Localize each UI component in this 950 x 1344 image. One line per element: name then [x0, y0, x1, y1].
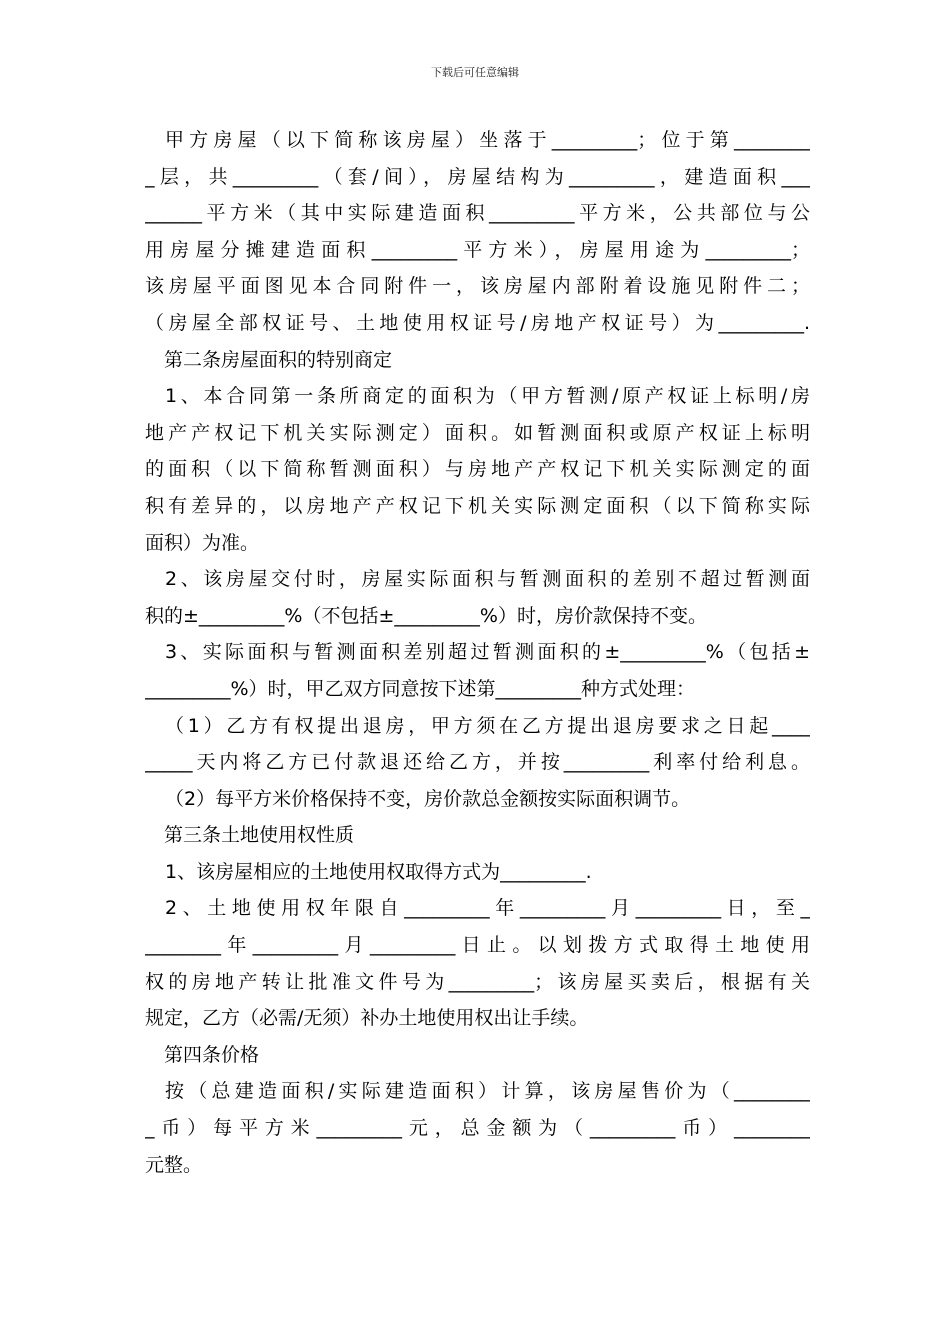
paragraph-line: 该房屋平面图见本合同附件一，该房屋内部附着设施见附件二；	[145, 275, 810, 298]
paragraph-line: _币）每平方米_________元，总金额为（_________币）________	[145, 1117, 810, 1140]
paragraph-line: 积有差异的，以房地产产权记下机关实际测定面积（以下简称实际	[145, 494, 810, 517]
paragraph-line: （房屋全部权证号、土地使用权证号/房地产权证号）为_________.	[145, 311, 810, 334]
paragraph-line: 3、实际面积与暂测面积差别超过暂测面积的±_________%（包括±	[165, 641, 810, 664]
page-header: 下载后可任意编辑	[431, 66, 519, 79]
paragraph-line: _层，共_________（套/间），房屋结构为_________，建造面积___	[145, 165, 810, 188]
paragraph-line: 面积）为准。	[145, 531, 260, 554]
paragraph-line: （1）乙方有权提出退房，甲方须在乙方提出退房要求之日起____	[165, 714, 810, 737]
section-heading: 第三条土地使用权性质	[164, 824, 355, 847]
paragraph-line: ________年_________月_________日止。以划拨方式取得土地使用	[145, 934, 810, 957]
paragraph-line: （2）每平方米价格保持不变，房价款总金额按实际面积调节。	[165, 787, 691, 810]
document-body	[145, 122, 810, 1183]
paragraph-line: 积的±_________%（不包括±_________%）时，房价款保持不变。	[145, 604, 707, 627]
paragraph-line: ______平方米（其中实际建造面积_________平方米，公共部位与公	[145, 202, 810, 225]
paragraph-line: 地产产权记下机关实际测定）面积。如暂测面积或原产权证上标明	[145, 421, 810, 444]
paragraph-line: _________%）时，甲乙双方同意按下述第_________种方式处理：	[145, 677, 696, 700]
paragraph-line: 元整。	[145, 1153, 203, 1176]
section-heading: 第二条房屋面积的特别商定	[164, 348, 393, 371]
paragraph-line: 1、本合同第一条所商定的面积为（甲方暂测/原产权证上标明/房	[165, 385, 810, 408]
paragraph-line: 用房屋分摊建造面积_________平方米），房屋用途为_________；	[145, 238, 810, 261]
paragraph-line: 规定，乙方（必需/无须）补办土地使用权出让手续。	[145, 1007, 589, 1030]
paragraph-line: _____天内将乙方已付款退还给乙方，并按_________利率付给利息。	[145, 751, 810, 774]
paragraph-line: 2、土地使用权年限自_________年_________月_________日，至_	[165, 897, 810, 920]
paragraph-line: 1、该房屋相应的土地使用权取得方式为_________.	[165, 860, 592, 883]
paragraph-line: 甲方房屋（以下简称该房屋）坐落于_________；位于第________	[165, 129, 810, 151]
section-heading: 第四条价格	[164, 1043, 260, 1066]
paragraph-line: 的面积（以下简称暂测面积）与房地产产权记下机关实际测定的面	[145, 458, 810, 481]
paragraph-line: 权的房地产转让批准文件号为_________；该房屋买卖后，根据有关	[145, 970, 810, 993]
paragraph-line: 按（总建造面积/实际建造面积）计算，该房屋售价为（________	[165, 1080, 810, 1103]
paragraph-line: 2、该房屋交付时，房屋实际面积与暂测面积的差别不超过暂测面	[165, 568, 810, 591]
